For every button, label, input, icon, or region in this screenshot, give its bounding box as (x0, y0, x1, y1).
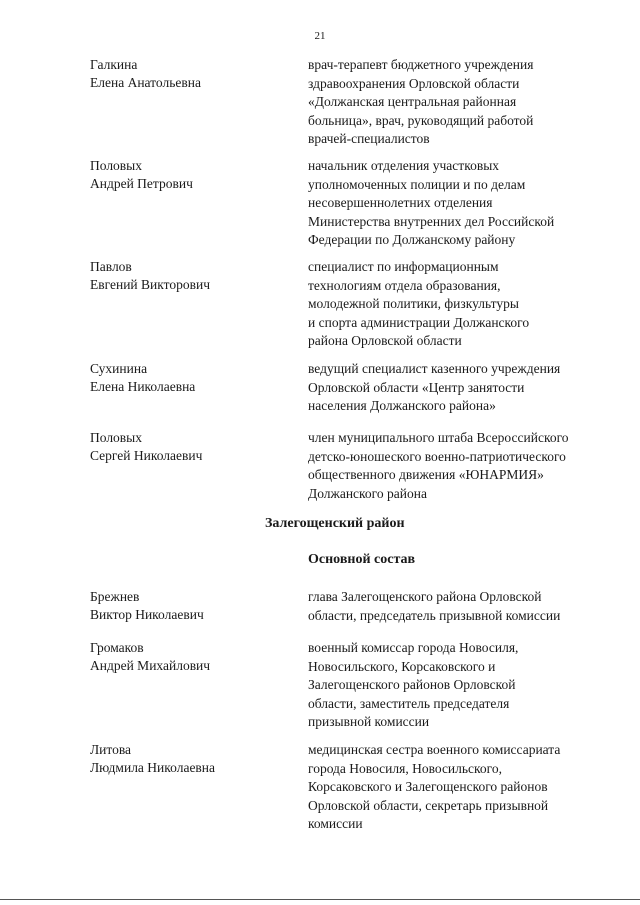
section-title: Залегощенский район (265, 516, 405, 531)
member-role (308, 258, 613, 351)
role-line: больница», врач, руководящий работой (308, 112, 534, 128)
role-line: ведущий специалист казенного учреждения (308, 361, 561, 376)
role-line: района Орловской области (308, 333, 462, 348)
member-given-name: Елена Анатольевна (90, 75, 201, 90)
member-surname: Брежнев (90, 589, 140, 604)
member-name (90, 258, 280, 294)
role-line: общественного движения «ЮНАРМИЯ» (308, 467, 544, 482)
role-line: Орловской области «Центр занятости (308, 379, 525, 395)
member-role (308, 639, 613, 732)
role-line: медицинская сестра военного комиссариата (308, 742, 561, 757)
role-line: глава Залегощенского района Орловской (308, 589, 542, 604)
member-given-name: Андрей Михайлович (90, 658, 211, 673)
role-line: Должанского района (308, 485, 427, 501)
role-line: области, заместитель председателя (308, 695, 510, 711)
member-role (308, 741, 613, 834)
member-surname: Галкина (90, 57, 138, 72)
member-given-name: Сергей Николаевич (90, 448, 203, 463)
role-line: Федерации по Должанскому району (308, 232, 516, 247)
member-surname: Литова (90, 742, 132, 757)
role-line: Новосильского, Корсаковского и (308, 658, 496, 674)
role-line: комиссии (308, 816, 363, 831)
role-line: призывной комиссии (308, 714, 430, 729)
role-line: Корсаковского и Залегощенского районов (308, 779, 548, 794)
role-line: населения Должанского района» (308, 398, 496, 413)
role-line: член муниципального штаба Всероссийского (308, 430, 569, 445)
role-line: области, председатель призывной комиссии (308, 607, 561, 623)
role-line: начальник отделения участковых (308, 158, 500, 173)
page-number: 21 (314, 30, 326, 42)
role-line: военный комиссар города Новосиля, (308, 640, 519, 655)
member-name (90, 639, 280, 675)
role-line: технологиям отдела образования, (308, 277, 501, 293)
member-role (308, 360, 613, 416)
member-given-name: Евгений Викторович (90, 277, 210, 292)
member-name (90, 56, 280, 92)
member-surname: Громаков (90, 640, 144, 655)
member-name (90, 157, 280, 193)
member-surname: Павлов (90, 259, 132, 274)
page-bottom-edge (0, 899, 640, 900)
role-line: «Должанская центральная районная (308, 94, 517, 109)
role-line: молодежной политики, физкультуры (308, 296, 519, 311)
member-role (308, 157, 613, 250)
role-line: детско-юношеского военно-патриотического (308, 448, 566, 464)
role-line: и спорта администрации Должанского (308, 314, 530, 330)
role-line: уполномоченных полиции и по делам (308, 176, 526, 192)
member-given-name: Андрей Петрович (90, 176, 193, 191)
member-name (90, 429, 280, 465)
member-given-name: Елена Николаевна (90, 379, 196, 394)
member-role (308, 588, 613, 625)
role-line: специалист по информационным (308, 259, 499, 274)
member-surname: Сухинина (90, 361, 148, 376)
role-line: врачей-специалистов (308, 131, 430, 146)
role-line: города Новосиля, Новосильского, (308, 760, 502, 776)
role-line: врач-терапевт бюджетного учреждения (308, 57, 534, 72)
role-line: несовершеннолетних отделения (308, 195, 493, 210)
role-line: здравоохранения Орловской области (308, 75, 520, 91)
role-line: Орловской области, секретарь призывной (308, 797, 549, 813)
member-surname: Половых (90, 430, 143, 445)
member-surname: Половых (90, 158, 143, 173)
member-name (90, 360, 280, 396)
member-role (308, 429, 613, 503)
subsection-title: Основной состав (308, 552, 416, 567)
member-name (90, 741, 280, 777)
member-name (90, 588, 280, 624)
role-line: Залегощенского районов Орловской (308, 677, 516, 692)
member-given-name: Виктор Николаевич (90, 607, 204, 622)
member-given-name: Людмила Николаевна (90, 760, 216, 775)
member-role (308, 56, 613, 149)
role-line: Министерства внутренних дел Российской (308, 213, 555, 229)
